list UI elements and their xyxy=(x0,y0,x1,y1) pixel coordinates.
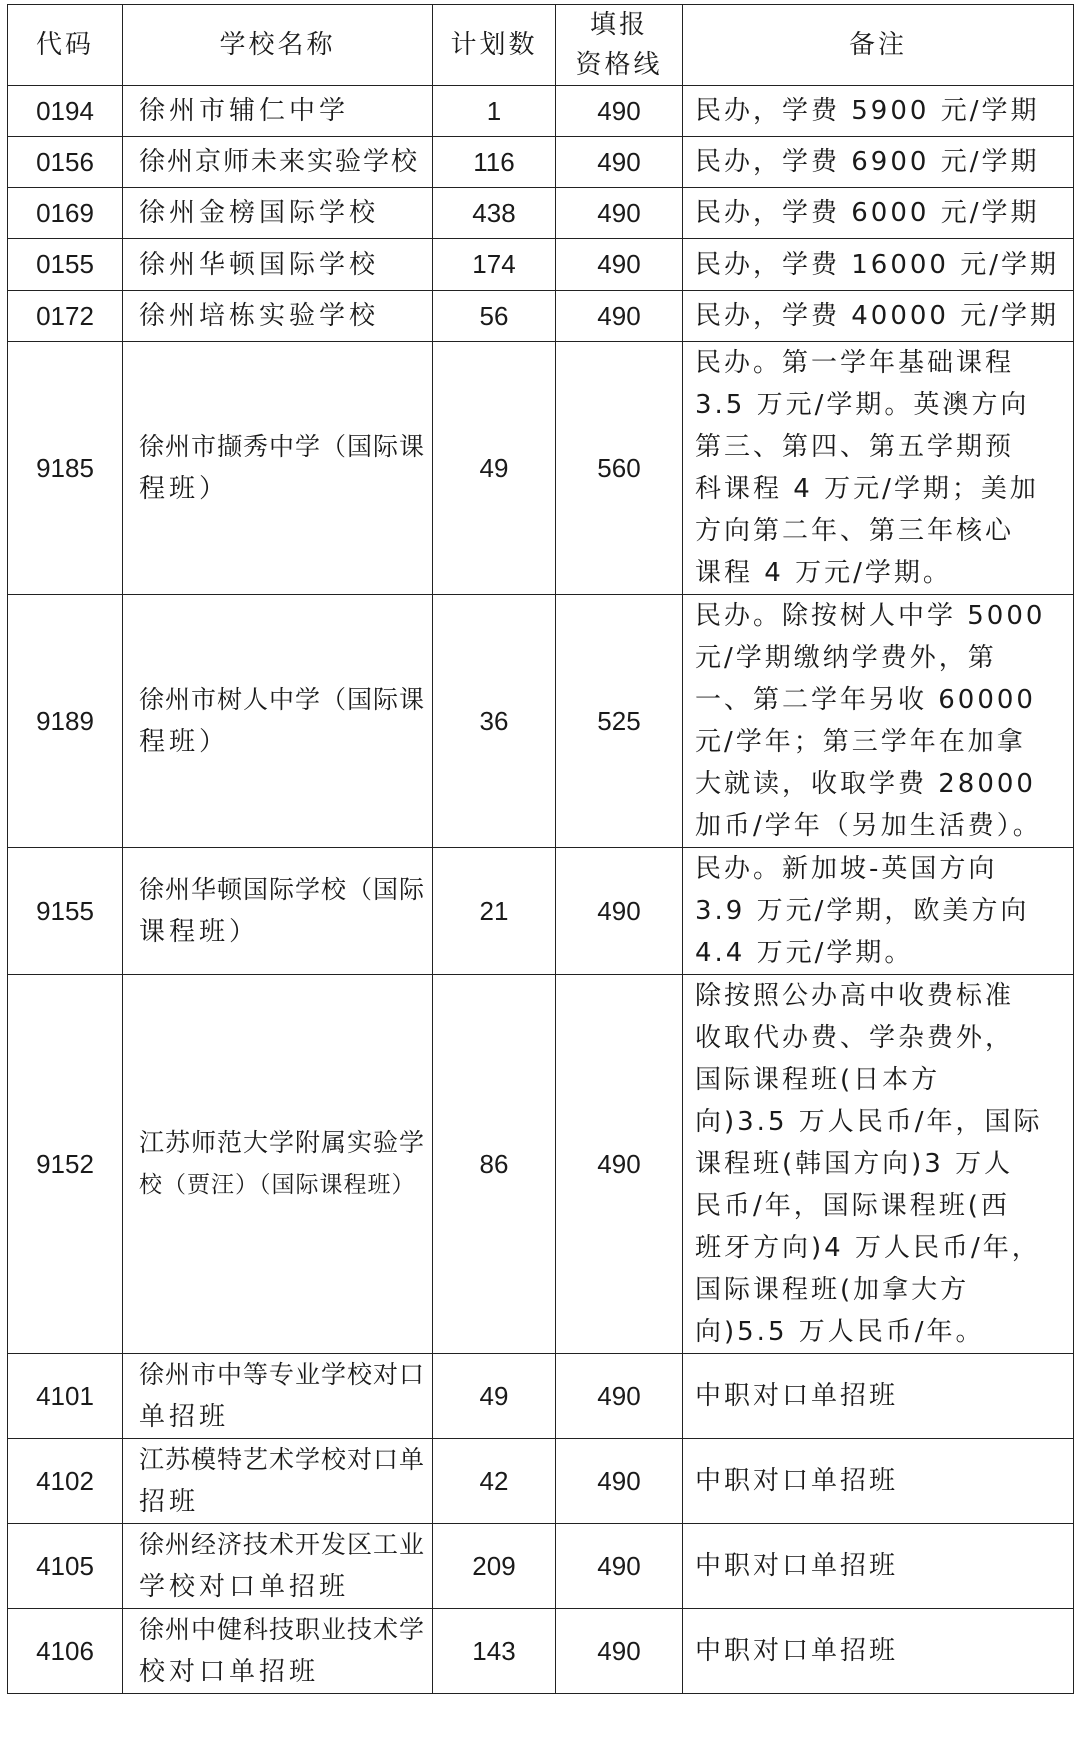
school-name-line: 江苏模特艺术学校对口单 xyxy=(139,1445,426,1474)
cell-plan: 49 xyxy=(433,342,556,595)
table-row xyxy=(8,848,1074,975)
cell-code: 0194 xyxy=(8,86,123,137)
school-name-line: 徐州市撷秀中学（国际课 xyxy=(139,432,426,461)
header-name: 学校名称 xyxy=(123,5,433,86)
table-row xyxy=(8,1439,1074,1524)
school-name-line: 学校对口单招班 xyxy=(139,1572,350,1602)
cell-code: 4101 xyxy=(8,1354,123,1439)
cell-plan: 56 xyxy=(433,291,556,342)
note-line: 课程班(韩国方向)3 万人 xyxy=(695,1149,1014,1179)
note-line: 中职对口单招班 xyxy=(695,1551,899,1581)
cell-note xyxy=(683,1524,1074,1609)
header-code: 代码 xyxy=(8,5,123,86)
cell-line: 490 xyxy=(556,1354,683,1439)
cell-line: 490 xyxy=(556,975,683,1354)
table-row xyxy=(8,975,1074,1354)
cell-note xyxy=(683,1354,1074,1439)
note-line: 民办，学费 6900 元/学期 xyxy=(695,147,1040,177)
cell-school-name xyxy=(123,1439,433,1524)
table-row xyxy=(8,1609,1074,1694)
school-name-line: 校（贾汪）（国际课程班） xyxy=(139,1172,416,1198)
school-name-line: 徐州华顿国际学校（国际 xyxy=(139,875,426,904)
cell-plan: 116 xyxy=(433,137,556,188)
school-name-line: 徐州京师未来实验学校 xyxy=(139,147,420,177)
table-row xyxy=(8,239,1074,291)
school-name-line: 徐州金榜国际学校 xyxy=(139,198,380,228)
school-name-line: 徐州培栋实验学校 xyxy=(139,301,380,331)
cell-code: 9189 xyxy=(8,595,123,848)
school-name-line: 徐州市树人中学（国际课 xyxy=(139,685,426,714)
table-row xyxy=(8,1354,1074,1439)
table-row xyxy=(8,86,1074,137)
cell-code: 0172 xyxy=(8,291,123,342)
cell-line: 490 xyxy=(556,188,683,239)
note-line: 加币/学年（另加生活费）。 xyxy=(695,811,1042,841)
school-name-line: 程班） xyxy=(139,727,230,757)
cell-code: 0155 xyxy=(8,239,123,291)
cell-line: 490 xyxy=(556,291,683,342)
note-line: 班牙方向)4 万人民币/年， xyxy=(695,1233,1041,1263)
table-row xyxy=(8,595,1074,848)
note-line: 元/学年；第三学年在加拿 xyxy=(695,727,1026,757)
cell-code: 9152 xyxy=(8,975,123,1354)
cell-code: 9155 xyxy=(8,848,123,975)
cell-note xyxy=(683,137,1074,188)
cell-plan: 209 xyxy=(433,1524,556,1609)
cell-plan: 1 xyxy=(433,86,556,137)
cell-plan: 21 xyxy=(433,848,556,975)
cell-school-name xyxy=(123,848,433,975)
school-name-line: 程班） xyxy=(139,474,230,504)
cell-line: 490 xyxy=(556,86,683,137)
note-line: 课程 4 万元/学期。 xyxy=(695,558,952,588)
cell-plan: 143 xyxy=(433,1609,556,1694)
cell-code: 0156 xyxy=(8,137,123,188)
cell-note xyxy=(683,239,1074,291)
enrollment-table xyxy=(7,4,1074,1694)
note-line: 除按照公办高中收费标准 xyxy=(695,981,1015,1011)
note-line: 民办，学费 5900 元/学期 xyxy=(695,96,1040,126)
table-row xyxy=(8,291,1074,342)
note-line: 科课程 4 万元/学期；美加 xyxy=(695,474,1039,504)
cell-note xyxy=(683,975,1074,1354)
cell-line: 490 xyxy=(556,1524,683,1609)
school-name-line: 徐州华顿国际学校 xyxy=(139,249,380,280)
note-line: 向)5.5 万人民币/年。 xyxy=(695,1317,985,1347)
cell-note xyxy=(683,848,1074,975)
cell-note xyxy=(683,188,1074,239)
note-line: 民办。新加坡-英国方向 xyxy=(695,854,998,884)
cell-school-name xyxy=(123,1524,433,1609)
table-row xyxy=(8,188,1074,239)
note-line: 向)3.5 万人民币/年，国际 xyxy=(695,1107,1043,1137)
table-row xyxy=(8,1524,1074,1609)
note-line: 方向第二年、第三年核心 xyxy=(695,516,1015,546)
note-line: 民办，学费 40000 元/学期 xyxy=(695,301,1059,331)
header-line-top: 填报 xyxy=(589,10,648,40)
note-line: 中职对口单招班 xyxy=(695,1381,899,1411)
header-note: 备注 xyxy=(683,5,1074,86)
school-name-line: 徐州市中等专业学校对口 xyxy=(139,1360,426,1389)
note-line: 3.5 万元/学期。英澳方向 xyxy=(695,390,1030,420)
table-row xyxy=(8,137,1074,188)
cell-school-name xyxy=(123,975,433,1354)
cell-plan: 49 xyxy=(433,1354,556,1439)
cell-line: 490 xyxy=(556,137,683,188)
cell-line: 490 xyxy=(556,1439,683,1524)
school-name-line: 课程班） xyxy=(139,917,260,947)
header-plan: 计划数 xyxy=(433,5,556,86)
header-line xyxy=(556,5,683,86)
cell-plan: 36 xyxy=(433,595,556,848)
cell-code: 0169 xyxy=(8,188,123,239)
note-line: 一、第二学年另收 60000 xyxy=(695,685,1036,715)
cell-school-name xyxy=(123,239,433,291)
cell-school-name xyxy=(123,188,433,239)
cell-note xyxy=(683,595,1074,848)
school-name-line: 徐州经济技术开发区工业 xyxy=(139,1530,426,1559)
cell-plan: 438 xyxy=(433,188,556,239)
note-line: 3.9 万元/学期，欧美方向 xyxy=(695,896,1030,926)
cell-code: 4105 xyxy=(8,1524,123,1609)
note-line: 民办，学费 16000 元/学期 xyxy=(695,249,1059,280)
note-line: 民办。除按树人中学 5000 xyxy=(695,601,1046,631)
cell-school-name xyxy=(123,1354,433,1439)
cell-line: 525 xyxy=(556,595,683,848)
cell-line: 490 xyxy=(556,1609,683,1694)
header-line-bottom: 资格线 xyxy=(575,50,663,80)
cell-note xyxy=(683,291,1074,342)
school-name-line: 徐州中健科技职业技术学 xyxy=(139,1615,426,1644)
note-line: 元/学期缴纳学费外，第 xyxy=(695,643,997,673)
school-name-line: 江苏师范大学附属实验学 xyxy=(139,1128,426,1157)
note-line: 收取代办费、学杂费外， xyxy=(695,1023,1015,1053)
cell-school-name xyxy=(123,1609,433,1694)
school-name-line: 徐州市辅仁中学 xyxy=(139,96,350,126)
table-body xyxy=(8,86,1074,1694)
cell-note xyxy=(683,1609,1074,1694)
header-row xyxy=(8,5,1074,86)
cell-line: 490 xyxy=(556,848,683,975)
note-line: 中职对口单招班 xyxy=(695,1636,899,1666)
cell-code: 4106 xyxy=(8,1609,123,1694)
cell-code: 9185 xyxy=(8,342,123,595)
cell-code: 4102 xyxy=(8,1439,123,1524)
note-line: 第三、第四、第五学期预 xyxy=(695,432,1015,462)
cell-note xyxy=(683,342,1074,595)
note-line: 大就读，收取学费 28000 xyxy=(695,769,1036,799)
note-line: 4.4 万元/学期。 xyxy=(695,938,914,968)
cell-school-name xyxy=(123,86,433,137)
school-name-line: 招班 xyxy=(139,1487,200,1517)
cell-plan: 86 xyxy=(433,975,556,1354)
cell-plan: 42 xyxy=(433,1439,556,1524)
note-line: 民币/年，国际课程班(西 xyxy=(695,1191,1010,1221)
school-name-line: 单招班 xyxy=(139,1402,230,1432)
table-row xyxy=(8,342,1074,595)
note-line: 国际课程班(日本方 xyxy=(695,1065,941,1095)
cell-note xyxy=(683,86,1074,137)
cell-school-name xyxy=(123,342,433,595)
note-line: 民办，学费 6000 元/学期 xyxy=(695,198,1040,228)
cell-school-name xyxy=(123,137,433,188)
cell-note xyxy=(683,1439,1074,1524)
cell-line: 490 xyxy=(556,239,683,291)
school-name-line: 校对口单招班 xyxy=(139,1657,320,1687)
cell-school-name xyxy=(123,291,433,342)
note-line: 国际课程班(加拿大方 xyxy=(695,1275,970,1305)
cell-plan: 174 xyxy=(433,239,556,291)
note-line: 民办。第一学年基础课程 xyxy=(695,348,1015,378)
cell-school-name xyxy=(123,595,433,848)
note-line: 中职对口单招班 xyxy=(695,1466,899,1496)
cell-line: 560 xyxy=(556,342,683,595)
